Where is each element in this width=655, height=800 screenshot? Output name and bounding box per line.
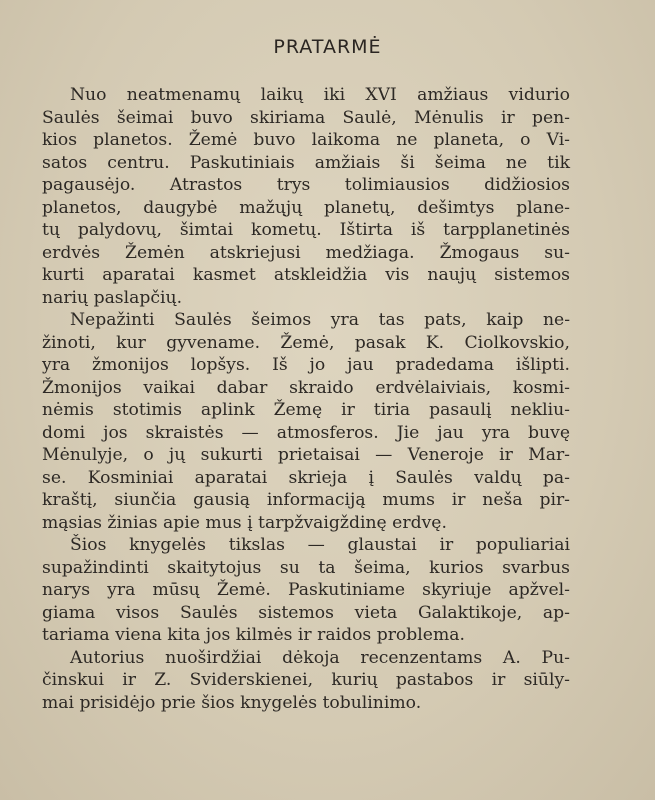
text-line: narių paslapčių. (42, 287, 183, 308)
text-line: domi jos skraistės — atmosferos. Jie jau yra buvę (42, 422, 570, 443)
text-line: činskui ir Z. Sviderskienei, kurių pastabos ir siūly- (42, 670, 570, 690)
text-line: žinoti, kur gyvename. Žemė, pasak K. Ciolkovskio, (42, 332, 570, 353)
text-line: Šios knygelės tikslas — glaustai ir populiariai (70, 535, 570, 555)
page-title: PRATARMĖ (273, 36, 382, 58)
text-line: se. Kosminiai aparatai skrieja į Saulės valdų pa- (42, 467, 570, 488)
paragraph (42, 534, 570, 647)
text-line: Mėnulyje, o jų sukurti prietaisai — Veneroje ir Mar- (42, 445, 570, 465)
body-text (42, 84, 570, 714)
paragraph (42, 309, 570, 534)
text-line: Nepažinti Saulės šeimos yra tas pats, kaip ne- (70, 310, 570, 330)
text-line: Saulės šeimai buvo skiriama Saulė, Mėnulis ir pen- (42, 107, 570, 128)
text-line: tariama viena kita jos kilmės ir raidos problema. (42, 625, 465, 645)
text-line: mąsias žinias apie mus į tarpžvaigždinę erdvę. (42, 512, 447, 533)
paragraph (42, 647, 570, 715)
text-line: pagausėjo. Atrastos trys tolimiausios didžiosios (42, 175, 570, 195)
text-line: erdvės Žemėn atskriejusi medžiaga. Žmogaus su- (42, 242, 570, 263)
text-line: Autorius nuoširdžiai dėkoja recenzentams A. Pu- (70, 647, 570, 668)
text-line: yra žmonijos lopšys. Iš jo jau pradedama išlipti. (42, 355, 570, 375)
paragraph (42, 84, 570, 309)
text-line: Žmonijos vaikai dabar skraido erdvėlaiviais, kosmi- (42, 377, 570, 398)
text-line: mai prisidėjo prie šios knygelės tobulinimo. (42, 692, 422, 713)
text-line: kios planetos. Žemė buvo laikoma ne planeta, o Vi- (42, 130, 570, 150)
text-line: nėmis stotimis aplink Žemę ir tiria pasaulį nekliu- (42, 400, 570, 420)
text-line: kurti aparatai kasmet atskleidžia vis naujų sistemos (42, 265, 570, 285)
text-line: supažindinti skaitytojus su ta šeima, kurios svarbus (42, 557, 570, 578)
text-line: satos centru. Paskutiniais amžiais ši šeima ne tik (42, 152, 570, 173)
text-line: narys yra mūsų Žemė. Paskutiniame skyriuje apžvel- (42, 580, 570, 600)
text-line: planetos, daugybė mažųjų planetų, dešimtys plane- (42, 197, 570, 218)
text-line: giama visos Saulės sistemos vieta Galaktikoje, ap- (42, 602, 570, 623)
text-line: tų palydovų, šimtai kometų. Ištirta iš tarpplanetinės (42, 220, 570, 240)
text-line: Nuo neatmenamų laikų iki XVI amžiaus vidurio (70, 85, 570, 105)
text-line: kraštį, siunčia gausią informaciją mums ir neša pir- (42, 490, 570, 510)
